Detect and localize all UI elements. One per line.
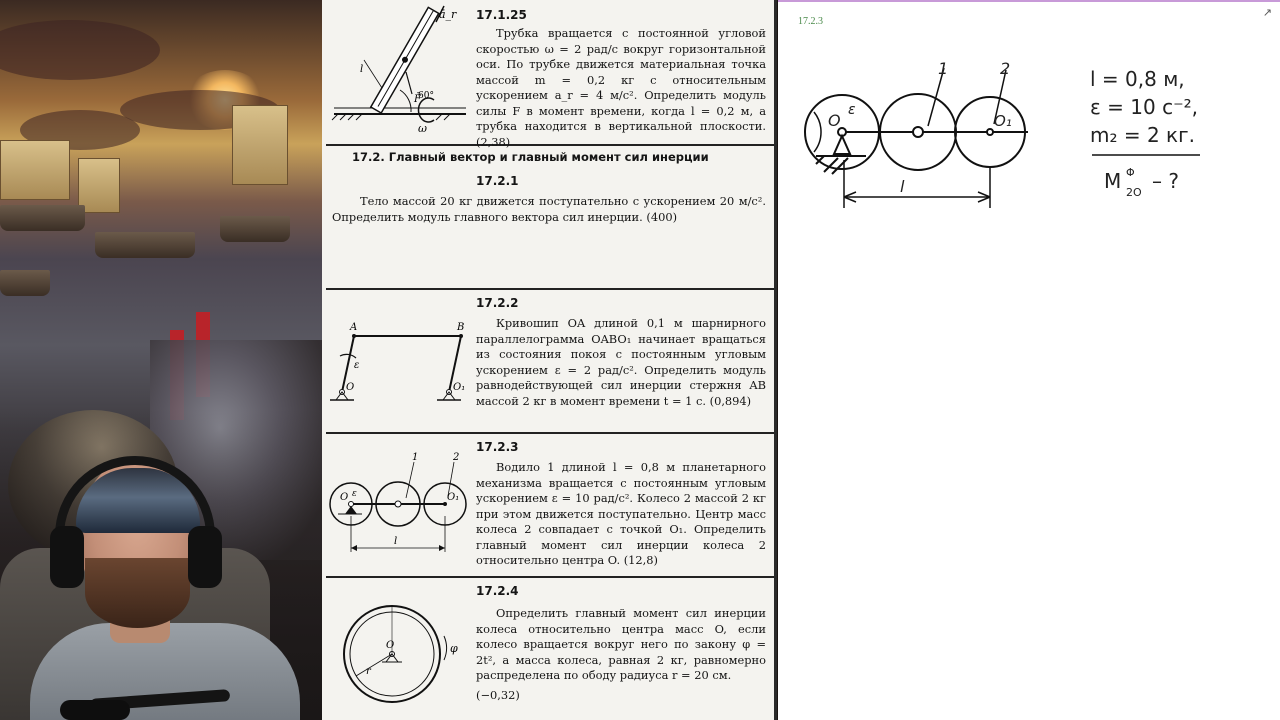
ship-hull <box>220 216 290 242</box>
fig-o1-label: O₁ <box>447 492 460 503</box>
fig-eps-label: ε <box>352 489 357 499</box>
find-moment-sup: Φ <box>1126 166 1135 179</box>
problem-text: Тело массой 20 кг движется поступательно с ускорением 20 м/с². Определить модуль главного вектора сил инерции. (400) <box>332 194 766 224</box>
fig-omega-label: ω <box>418 122 427 135</box>
fig-eps-label: ε <box>354 360 360 371</box>
problem-text: Кривошип OA длиной 0,1 м шарнирного параллелограмма OABO₁ начинает вращаться из состояния покоя с постоянным угловым ускорением ε = 2 рад/с². Определить модуль равнодействующей сил инерции стержня AB массой 2 кг в момент времени t = 1 с. (0,894) <box>476 316 766 408</box>
fig-o-label: O <box>340 492 349 503</box>
problem-number: 17.1.25 <box>476 8 527 22</box>
fig-l-label: l <box>360 64 364 75</box>
fig-b-label: B <box>457 322 465 333</box>
wb-fig-1: 1 <box>938 59 949 78</box>
headphone-cup <box>188 526 222 588</box>
fig-l-label: l <box>394 536 398 547</box>
find-moment-sub: 2O <box>1126 186 1142 199</box>
headphone-cup <box>50 526 84 588</box>
fig-2-label: 2 <box>453 452 460 463</box>
ship-sail <box>0 140 70 200</box>
tube-figure <box>326 2 476 142</box>
problem-number: 17.2.2 <box>476 296 519 310</box>
problem-17-2-3 <box>326 434 774 578</box>
fig-o1-label: O₁ <box>453 382 466 393</box>
wb-fig-o1: O₁ <box>994 112 1012 130</box>
given-mass: m₂ = 2 кг. <box>1090 123 1195 147</box>
webcam-overlay <box>0 408 322 720</box>
ship-hull <box>0 270 50 296</box>
wb-fig-o: O <box>828 111 841 130</box>
fig-ar-label: ā_r <box>439 8 457 21</box>
find-question: – ? <box>1152 169 1179 193</box>
problem-17-1-25 <box>326 0 774 149</box>
fig-a-label: A <box>350 322 358 333</box>
problem-17-2-2 <box>326 290 774 434</box>
find-moment: M <box>1104 169 1122 193</box>
streamer-beard <box>85 558 190 628</box>
wheel-figure <box>326 586 474 716</box>
fig-o-label: O <box>386 640 395 651</box>
textbook-page <box>322 0 777 720</box>
planetary-sketch <box>805 68 1028 208</box>
wb-fig-eps: ε <box>848 102 856 118</box>
fig-phi-label: φ <box>450 642 458 655</box>
fig-o-label: O <box>346 382 355 393</box>
ship-sail <box>232 105 288 185</box>
problem-text: Водило 1 длиной l = 0,8 м планетарного механизма вращается с постоянным угловым ускорением ε = 10 рад/с². Колесо 2 массой 2 кг при этом движется поступательно. Центр масс колеса 2 совпадает с точкой O₁. Определить главный момент сил инерции колеса 2 относительно центра O. (12,8) <box>476 460 766 567</box>
fig-r-label: r <box>366 666 371 677</box>
given-epsilon: ε = 10 с⁻², <box>1090 95 1199 119</box>
problem-number: 17.2.3 <box>476 440 519 454</box>
problem-number: 17.2.1 <box>476 174 519 188</box>
ship-hull <box>0 205 85 231</box>
fig-f-label: F̄ <box>414 94 421 105</box>
whiteboard-drawing <box>778 2 1280 720</box>
problem-answer: (−0,32) <box>476 688 520 702</box>
given-length: l = 0,8 м, <box>1090 67 1185 91</box>
problem-17-2-1 <box>326 146 774 290</box>
microphone-icon <box>60 700 130 720</box>
problem-number: 17.2.4 <box>476 584 519 598</box>
parallelogram-figure <box>326 306 474 426</box>
section-heading: 17.2. Главный вектор и главный момент сил инерции <box>352 150 709 164</box>
problem-text: Определить главный момент сил инерции колеса относительно центра масс O, если колесо вращается вокруг него по закону φ = 2t², а масса колеса, равная 2 кг, равномерно распределена по ободу радиуса r = 20 см. <box>476 606 766 682</box>
cloud <box>0 20 160 80</box>
wb-fig-2: 2 <box>1000 59 1011 78</box>
fig-angle-label: 60° <box>418 91 434 101</box>
ship-hull <box>95 232 195 258</box>
fig-1-label: 1 <box>412 452 419 463</box>
wb-fig-l: l <box>900 177 905 196</box>
whiteboard-problem-label: 17.2.3 <box>798 16 823 27</box>
problem-text: Трубка вращается с постоянной угловой скоростью ω = 2 рад/с вокруг горизонтальной оси. По трубке движется материальная точка массой m = 0,2 кг с относительным ускорением a_r = 4 м/с². Определить модуль силы F в момент времени, когда l = 0,2 м, а трубка находится в вертикальной плоскости. (2,38) <box>476 26 766 149</box>
problem-17-2-4 <box>326 578 774 720</box>
whiteboard-canvas[interactable] <box>778 0 1280 720</box>
expand-icon[interactable]: ↗ <box>1262 6 1272 19</box>
planetary-figure-small <box>326 444 474 574</box>
